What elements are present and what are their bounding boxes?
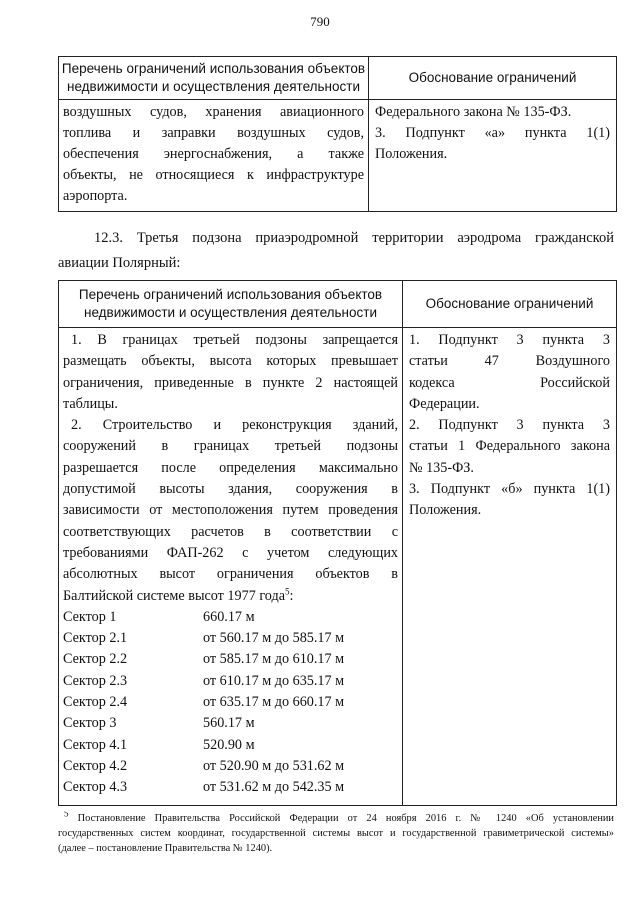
paragraph-line: 12.3. Третья подзона приаэродромной территории аэродрома гражданской <box>94 230 614 246</box>
sector-row <box>63 735 398 756</box>
text-line: сооружений в границах третьей подзоны <box>63 438 398 455</box>
sector-name: Сектор 2.3 <box>63 672 128 689</box>
text-line: статьи 47 Воздушного <box>409 353 610 370</box>
table1-header-line: Перечень ограничений использования объектов <box>61 61 366 76</box>
sector-name: Сектор 4.1 <box>63 736 128 753</box>
sector-height: от 585.17 м до 610.17 м <box>203 651 345 668</box>
text-line: объекты, не относящиеся к инфраструктуре <box>63 167 364 183</box>
table1-restrictions-cell <box>59 100 369 212</box>
text-line: 1. В границах третьей подзоны запрещается <box>71 332 398 348</box>
sector-name: Сектор 3 <box>63 715 117 732</box>
text-line: допустимой высоты здания, сооружения в <box>63 481 398 498</box>
table1-header-line: недвижимости и осуществления деятельности <box>67 79 360 94</box>
table2-header-line: Перечень ограничений использования объектов <box>78 287 383 302</box>
footnote-text: Постановление Правительства Российской Федерации от 24 ноября 2016 г. № 1240 «Об установлении <box>68 813 614 824</box>
footnote <box>58 811 614 856</box>
sector-row <box>63 777 398 798</box>
text-line: абсолютных высот ограничения объектов в <box>63 566 398 583</box>
sector-height: от 531.62 м до 542.35 м <box>203 779 345 796</box>
footnote-reference[interactable]: 5 <box>285 585 290 596</box>
text-line: Федерации. <box>409 395 480 412</box>
third-subzone-restrictions-table <box>58 280 617 806</box>
footnote-line: государственных систем координат, государственной системы высот и государственной гравиметрической системы» <box>58 828 614 839</box>
sector-row <box>63 692 398 713</box>
sector-name: Сектор 2.1 <box>63 630 128 647</box>
table2-header-restrictions <box>59 281 403 328</box>
sector-name: Сектор 4.3 <box>63 779 128 796</box>
sector-row <box>63 607 398 628</box>
footnote-line <box>58 811 614 826</box>
paragraph-line: авиации Полярный: <box>58 255 181 271</box>
sector-row <box>63 671 398 692</box>
text-line: Балтийской системе высот 1977 года$^5$: <box>63 585 294 604</box>
sector-height: от 560.17 м до 585.17 м <box>203 630 345 647</box>
text-line: размещать объекты, высота которых превышает <box>63 353 398 370</box>
table1-justification-cell <box>369 100 617 212</box>
sector-name: Сектор 2.4 <box>63 694 128 711</box>
table1-header-restrictions <box>59 57 369 100</box>
text-line: зависимости от местоположения путем проведения <box>63 502 398 519</box>
text-line: Федерального закона № 135-ФЗ. <box>375 104 572 120</box>
text-line: статьи 1 Федерального закона <box>409 438 610 455</box>
text-line: 3. Подпункт «б» пункта 1(1) <box>409 481 610 498</box>
section-paragraph-continuation <box>58 251 614 275</box>
text-line: 1. Подпункт 3 пункта 3 <box>409 332 610 348</box>
text-line: Положения. <box>409 502 482 519</box>
page-number: 790 <box>310 14 330 29</box>
sector-height: 520.90 м <box>203 736 255 753</box>
text-line: 3. Подпункт «а» пункта 1(1) <box>375 125 610 141</box>
table2-header-line: недвижимости и осуществления деятельности <box>84 305 377 320</box>
text-line: ограничения, приведенные в пункте 2 настоящей <box>63 374 398 391</box>
text-line: обеспечения энергоснабжения, а также <box>63 146 364 162</box>
text-line: воздушных судов, хранения авиационного <box>63 104 364 120</box>
sector-height: от 520.90 м до 531.62 м <box>203 757 345 774</box>
table2-restrictions-cell <box>59 328 403 806</box>
table2-header-justification: Обоснование ограничений <box>403 281 617 328</box>
sector-row <box>63 628 398 649</box>
sector-name: Сектор 1 <box>63 608 117 625</box>
restrictions-table-continued <box>58 56 617 212</box>
table1-header-justification: Обоснование ограничений <box>369 57 617 100</box>
text-line: Положения. <box>375 146 448 162</box>
text-line: таблицы. <box>63 395 118 412</box>
text-line-content: Балтийской системе высот 1977 года <box>63 587 286 604</box>
text-line: 2. Подпункт 3 пункта 3 <box>409 417 610 434</box>
section-paragraph <box>58 226 614 250</box>
footnote-line: (далее – постановление Правительства № 1240). <box>58 843 273 854</box>
sector-name: Сектор 4.2 <box>63 757 128 774</box>
text-line: соответствующих расчетов в соответствии с <box>63 523 398 540</box>
footnote-marker: 5 <box>64 811 69 819</box>
sector-height: от 610.17 м до 635.17 м <box>203 672 345 689</box>
sector-row <box>63 713 398 734</box>
table2-justification-cell <box>403 328 617 806</box>
sector-name: Сектор 2.2 <box>63 651 128 668</box>
text-line: № 135-ФЗ. <box>409 459 474 476</box>
text-line: аэропорта. <box>63 188 128 204</box>
text-line: 2. Строительство и реконструкция зданий, <box>71 417 398 434</box>
sector-row <box>63 649 398 670</box>
sector-height: 560.17 м <box>203 715 255 732</box>
sector-row <box>63 756 398 777</box>
sector-height: 660.17 м <box>203 608 255 625</box>
text-line: разрешается после определения максимально <box>63 459 398 476</box>
footnote-divider <box>58 805 206 806</box>
sector-height: от 635.17 м до 660.17 м <box>203 694 345 711</box>
text-line: топлива и заправки воздушных судов, <box>63 125 364 141</box>
text-line: требованиями ФАП-262 с учетом следующих <box>63 544 398 561</box>
text-line: кодекса Российской <box>409 374 610 391</box>
